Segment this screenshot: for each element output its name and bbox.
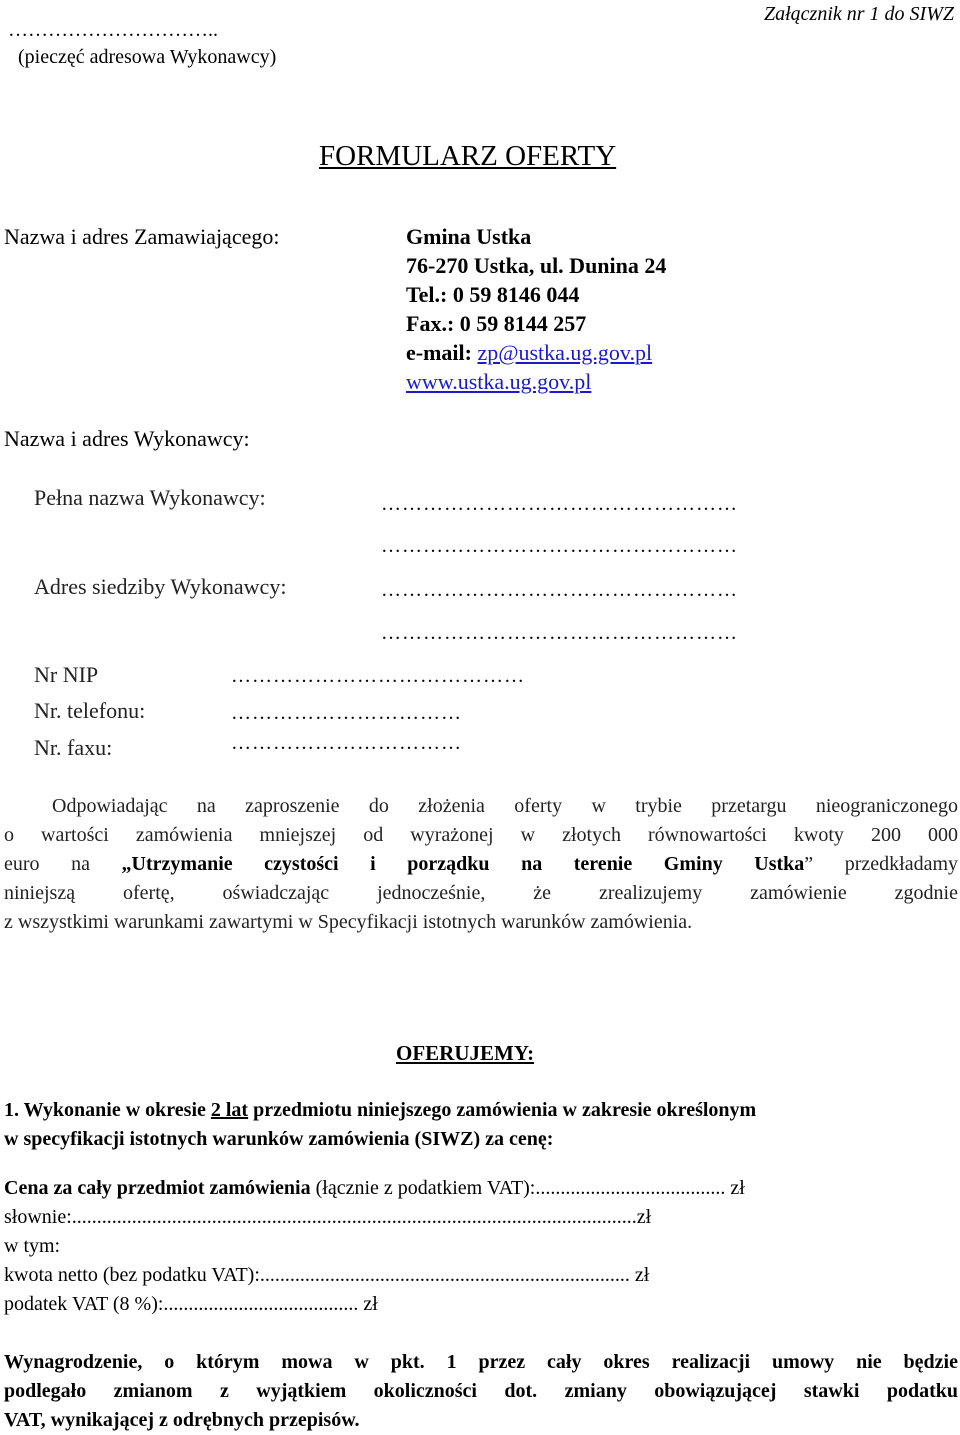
fax-label: Nr. faxu: [34,735,113,760]
stamp-label: (pieczęć adresowa Wykonawcy) [18,46,277,68]
price-label: Cena za cały przedmiot zamówienia [4,1177,311,1199]
nip-field[interactable]: …………………………………… [231,665,525,687]
intro-line-2: o wartości zamówienia mniejszej od wyrażonej w złotych równowartości kwoty 200 000 [4,824,958,846]
remuneration-line-3: VAT, wynikającej z odrębnych przepisów. [4,1409,360,1431]
offer-heading: OFERUJEMY: [396,1041,535,1065]
item1-pre: 1. Wykonanie w okresie [4,1099,211,1121]
price-row [4,1178,745,1198]
fax-field[interactable]: …………………………… [231,732,462,754]
item1-post: przedmiotu niniejszego zamówienia w zakresie określonym [248,1099,757,1121]
net-field[interactable]: kwota netto (bez podatku VAT):.......................................................................... zł [4,1264,650,1286]
intro-line-1: Odpowiadając na zaproszenie do złożenia oferty w trybie przetargu nieograniczonego [52,795,958,817]
including-label: w tym: [4,1235,61,1257]
page-title: FORMULARZ OFERTY [319,140,617,172]
seat-label: Adres siedziby Wykonawcy: [34,574,287,599]
nip-label: Nr NIP [34,662,99,687]
contracting-label: Nazwa i adres Zamawiającego: [4,224,280,249]
phone-label: Nr. telefonu: [34,698,146,723]
full-name-field-1[interactable]: …………………………………………… [381,493,738,515]
intro-line-4: niniejszą ofertę, oświadczając jednocześnie, że zrealizujemy zamówienie zgodnie [4,882,958,904]
intro-line-5: z wszystkimi warunkami zawartymi w Specyfikacji istotnych warunków zamówienia. [4,911,693,933]
contractor-heading: Nazwa i adres Wykonawcy: [4,426,250,451]
price-field[interactable]: (łącznie z podatkiem VAT):...................................... zł [310,1177,745,1199]
email-link[interactable]: zp@ustka.ug.gov.pl [477,340,653,365]
remuneration-paragraph [4,1348,958,1435]
intro-line-3-pre: euro na [4,853,122,875]
email-prefix: e-mail: [406,340,478,365]
contracting-address: 76-270 Ustka, ul. Dunina 24 [406,253,667,278]
words-field[interactable]: słownie:.................................................................................................................zł [4,1206,652,1228]
contracting-email-row [406,342,652,364]
item1-line-2: w specyfikacji istotnych warunków zamówienia (SIWZ) za cenę: [4,1128,554,1150]
phone-field[interactable]: …………………………… [231,702,462,724]
full-name-label: Pełna nazwa Wykonawcy: [34,485,266,510]
full-name-field-2[interactable]: …………………………………………… [381,535,738,557]
remuneration-line-1: Wynagrodzenie, o którym mowa w pkt. 1 przez cały okres realizacji umowy nie będzie [4,1351,958,1373]
vat-field[interactable]: podatek VAT (8 %):....................................... zł [4,1293,378,1315]
item1-period: 2 lat [210,1099,249,1121]
contracting-fax: Fax.: 0 59 8144 257 [406,311,587,336]
contracting-tel: Tel.: 0 59 8146 044 [406,282,580,307]
www-link[interactable]: www.ustka.ug.gov.pl [406,369,592,394]
service-name: „Utrzymanie czystości i porządku na terenie Gminy Ustka [121,853,805,875]
intro-line-3-post: ” przedkładamy [804,853,958,875]
stamp-dots: ………………………….. [8,19,218,41]
seat-field-1[interactable]: …………………………………………… [381,579,738,601]
intro-line-3 [4,850,958,879]
remuneration-line-2: podlegało zmianom z wyjątkiem okoliczności dot. zmiany obowiązującej stawki podatku [4,1380,958,1402]
contracting-name: Gmina Ustka [406,224,532,249]
attachment-label: Załącznik nr 1 do SIWZ [764,3,954,25]
seat-field-2[interactable]: …………………………………………… [381,622,738,644]
intro-paragraph [4,792,958,937]
item1-line-1 [4,1100,958,1120]
